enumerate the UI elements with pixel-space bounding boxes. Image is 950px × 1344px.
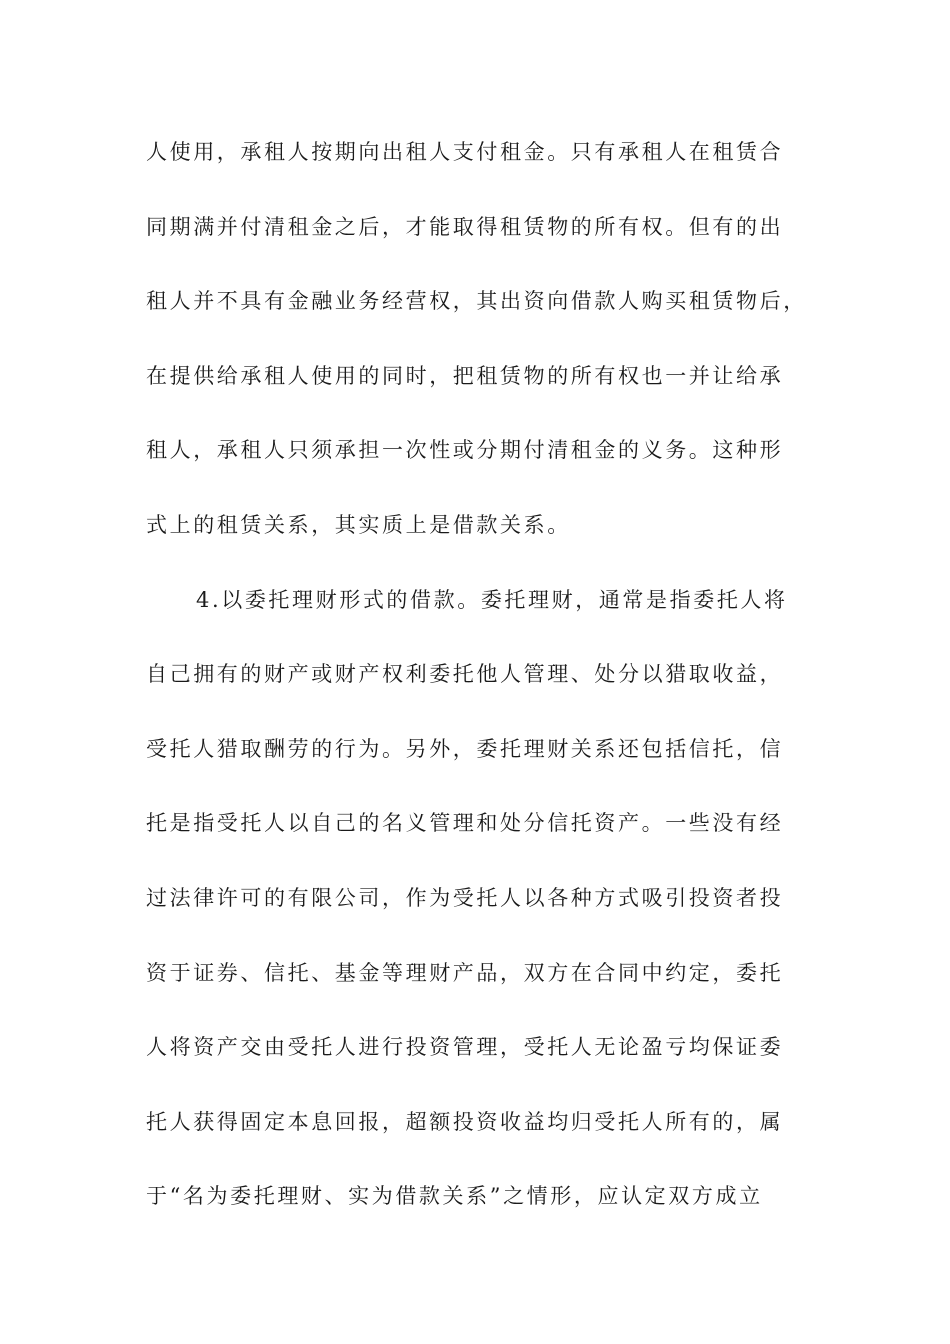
text-line: 式上的租赁关系，其实质上是借款关系。 [146, 512, 571, 537]
text-line: 人使用，承租人按期向出租人支付租金。只有承租人在租赁合 [146, 140, 784, 164]
text-line: 人将资产交由受托人进行投资管理，受托人无论盈亏均保证委 [146, 1035, 784, 1060]
text-line: 租人并不具有金融业务经营权，其出资向借款人购买租赁物后， [146, 289, 807, 314]
text-line: 同期满并付清租金之后，才能取得租赁物的所有权。但有的出 [146, 214, 784, 239]
text-line: 4.以委托理财形式的借款。委托理财，通常是指委托人将 [196, 587, 788, 612]
text-line: 租人，承租人只须承担一次性或分期付清租金的义务。这种形 [146, 438, 784, 463]
text-line: 托人获得固定本息回报，超额投资收益均归受托人所有的，属 [146, 1109, 784, 1134]
text-line: 资于证券、信托、基金等理财产品，双方在合同中约定，委托 [146, 960, 784, 985]
text-line: 过法律许可的有限公司，作为受托人以各种方式吸引投资者投 [146, 885, 784, 910]
text-line: 在提供给承租人使用的同时，把租赁物的所有权也一并让给承 [146, 363, 784, 388]
text-line: 于“名为委托理财、实为借款关系”之情形，应认定双方成立 [146, 1184, 763, 1209]
text-line: 托是指受托人以自己的名义管理和处分信托资产。一些没有经 [146, 811, 784, 836]
text-line: 受托人猎取酬劳的行为。另外，委托理财关系还包括信托，信 [146, 736, 784, 761]
text-line: 自己拥有的财产或财产权利委托他人管理、处分以猎取收益， [146, 662, 784, 687]
body-text [146, 132, 818, 1251]
